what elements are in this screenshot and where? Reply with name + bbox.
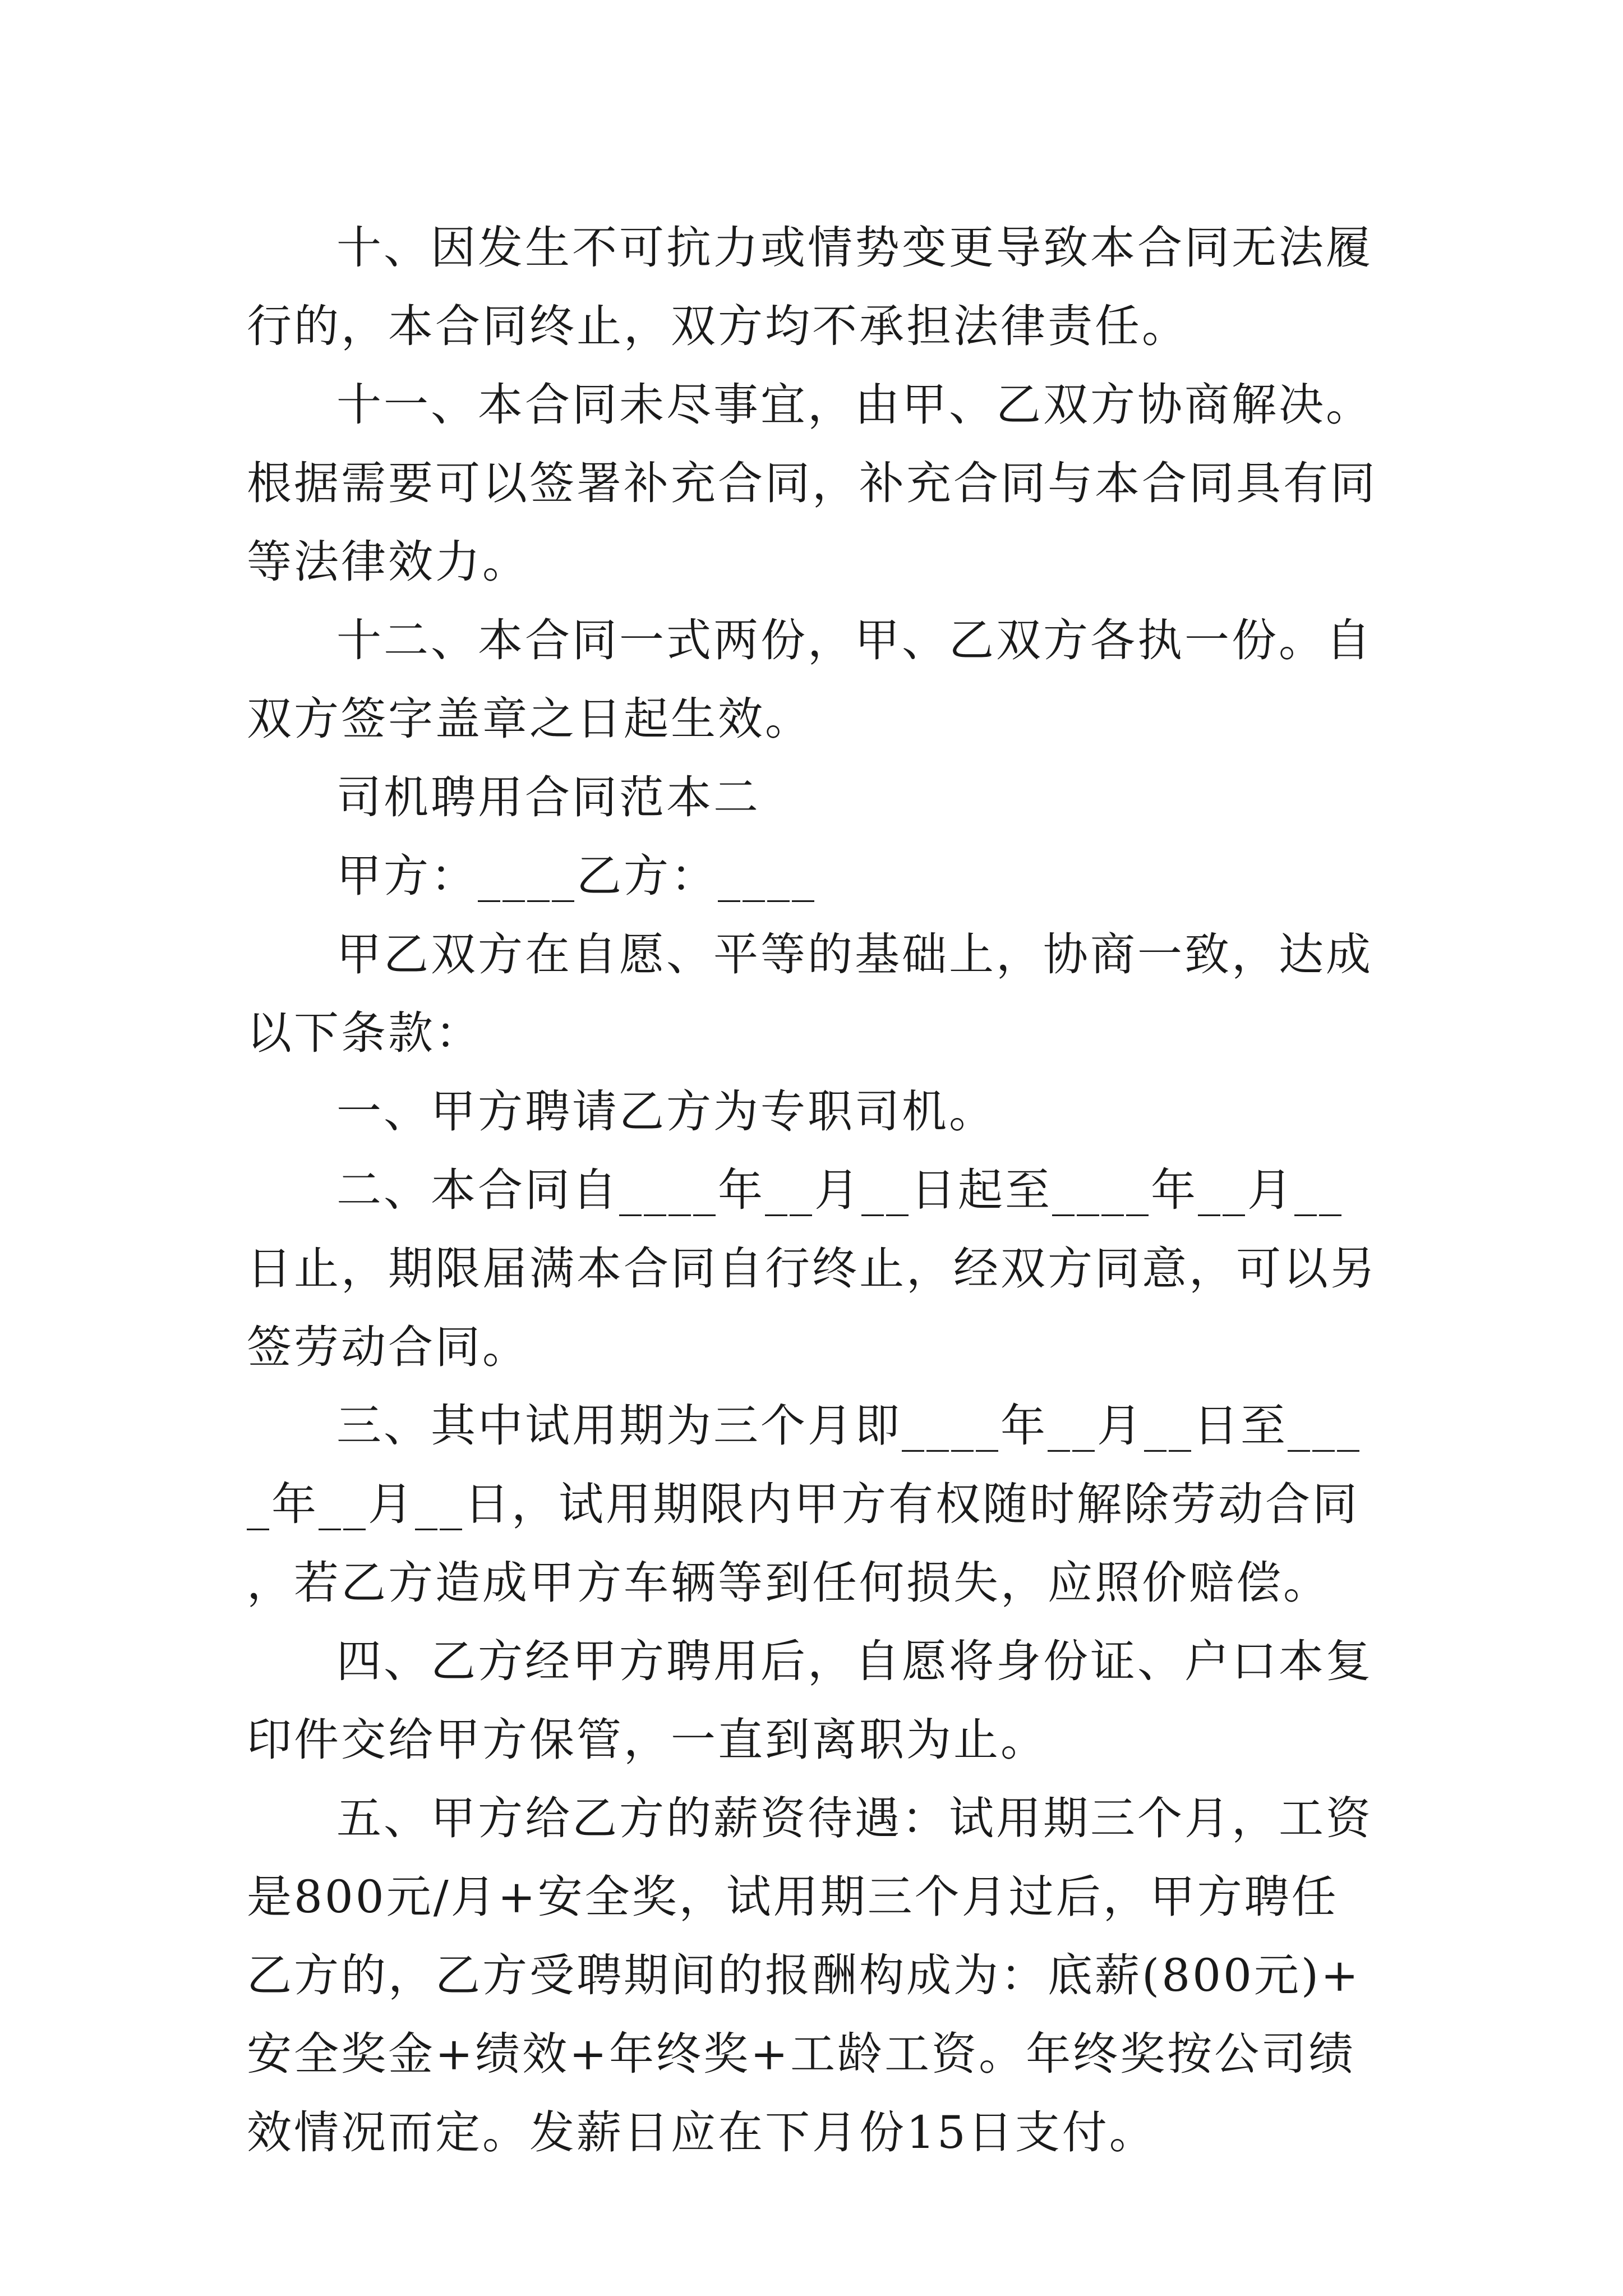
clause-3: 三、其中试用期为三个月即____年__月__日至____年__月__日，试用期限内甲方有权随时解除劳动合同，若乙方造成甲方车辆等到任何损失，应照价赔偿。 <box>247 1400 1362 1609</box>
clause-4: 四、乙方经甲方聘用后，自愿将身份证、户口本复印件交给甲方保管，一直到离职为止。 <box>247 1635 1373 1766</box>
clause-11: 十一、本合同未尽事宜，由甲、乙双方协商解决。根据需要可以签署补充合同，补充合同与本合同具有同等法律效力。 <box>247 379 1377 588</box>
section-title: 司机聘用合同范本二 <box>336 771 760 823</box>
clause-1: 一、甲方聘请乙方为专职司机。 <box>336 1085 996 1138</box>
document-body <box>247 209 1385 2172</box>
clause-12: 十二、本合同一式两份，甲、乙双方各执一份。自双方签字盖章之日起生效。 <box>247 614 1373 745</box>
clause-5: 五、甲方给乙方的薪资待遇：试用期三个月，工资是800元/月+安全奖，试用期三个月过后，甲方聘任乙方的，乙方受聘期间的报酬构成为：底薪(800元)+安全奖金+绩效+年终奖+工龄工资。年终奖按公司绩效情况而定。发薪日应在下月份15日支付。 <box>247 1792 1373 2159</box>
clause-2: 二、本合同自____年__月__日起至____年__月__日止，期限届满本合同自行终止，经双方同意，可以另签劳动合同。 <box>247 1164 1377 1373</box>
clause-10: 十、因发生不可抗力或情势变更导致本合同无法履行的，本合同终止，双方均不承担法律责任。 <box>247 222 1373 352</box>
preamble: 甲乙双方在自愿、平等的基础上，协商一致，达成以下条款： <box>247 928 1373 1059</box>
parties-line: 甲方：____乙方：____ <box>336 850 817 902</box>
